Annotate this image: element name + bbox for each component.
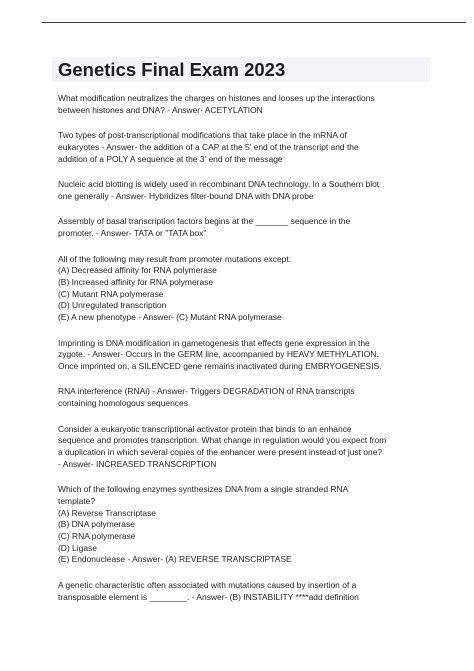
question-line: template? [58,495,96,506]
option-line: (E) Endonuclease - Answer- (A) REVERSE TRANSCRIPTASE [58,554,292,565]
question-item-7 [58,386,458,409]
question-item-1 [58,93,458,116]
question-line: containing homologous sequences [58,398,188,409]
question-line: Once imprinted on, a SILENCED gene remains inactivated during EMBRYOGENESIS. [58,360,382,371]
question-item-6 [58,338,458,373]
question-line: What modification neutralizes the charges on histones and looses up the interactions [58,93,375,103]
question-line: Nucleic acid blotting is widely used in recombinant DNA technology. In a Southern blot [58,179,380,190]
question-line: sequence and promotes transcription. What change in regulation would you expect from [58,435,387,446]
question-line: Assembly of basal transcription factors begins at the _______ sequence in the [58,216,351,227]
question-item-8 [58,424,458,471]
question-line: A genetic characteristic often associated with mutations caused by insertion of a [58,579,357,590]
question-item-4 [58,216,458,239]
question-line: Which of the following enzymes synthesizes DNA from a single stranded RNA [58,484,349,495]
question-line: transposable element is ________. - Answer- (B) INSTABILITY ****add definition [58,591,359,602]
document-title: Genetics Final Exam 2023 [58,59,286,80]
option-line: (B) DNA polymerase [58,519,135,530]
question-item-3 [58,179,458,202]
question-line: zygote. - Answer- Occurs in the GERM line, accompanied by HEAVY METHYLATION. [58,349,379,360]
question-item-5 [58,254,458,324]
option-line: (B) Increased affinity for RNA polymerase [58,276,214,287]
option-line: (D) Ligase [58,542,97,553]
question-list [58,93,458,617]
question-line: Imprinting is DNA modification in gametogenesis that effects gene expression in the [58,337,370,348]
question-line: - Answer- INCREASED TRANSCRIPTION [58,458,217,469]
question-line: between histones and DNA? - Answer- ACETYLATION [58,104,263,115]
question-line: Two types of post-transcriptional modifications that take place in the mRNA of [58,130,347,141]
option-line: (A) Decreased affinity for RNA polymerase [58,265,217,276]
question-line: promoter. - Answer- TATA or "TATA box" [58,228,207,239]
question-line: All of the following may result from promoter mutations except: [58,253,292,264]
option-line: (C) RNA polymerase [58,531,136,542]
header-rule [42,22,466,23]
question-line: one generally - Answer- Hybridizes filter-bound DNA with DNA probe [58,190,314,201]
option-line: (E) A new phenotype - Answer- (C) Mutant RNA polymerase [58,312,282,323]
option-line: (A) Reverse Transcriptase [58,507,156,518]
question-item-9 [58,484,458,566]
question-line: RNA interference (RNAi) - Answer- Triggers DEGRADATION of RNA transcripts [58,386,355,397]
question-item-10 [58,580,458,603]
question-line: a duplication in which several copies of the enhancer were present instead of just one? [58,447,383,458]
option-line: (D) Unregulated transcription [58,300,167,311]
question-line: addition of a POLY A sequence at the 3' end of the message [58,153,283,164]
question-item-2 [58,130,458,165]
question-line: Consider a eukaryotic transcriptional activator protein that binds to an enhance [58,423,352,434]
question-line: eukaryotes - Answer- the addition of a CAP at the 5' end of the transcript and the [58,141,359,152]
option-line: (C) Mutant RNA polymerase [58,288,164,299]
